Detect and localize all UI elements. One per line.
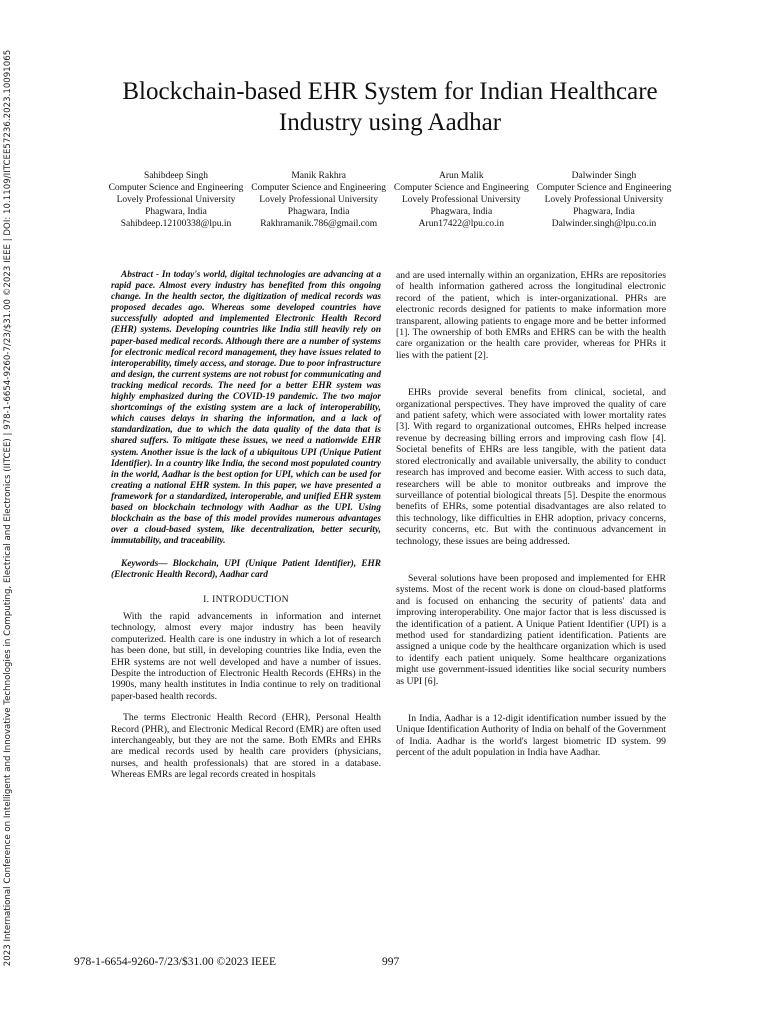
author-email[interactable]: Rakhramanik.786@gmail.com [260,219,378,229]
section-heading: I. INTRODUCTION [203,593,289,605]
author-location: Phagwara, India [145,207,207,217]
author-location: Phagwara, India [573,207,635,217]
author-location: Phagwara, India [287,207,350,217]
paragraph: EHRs provide several benefits from clinical, societal, and organizational perspectives. They have improved the quality of care and patient safety, which were associated with lower mortality rates [3]. With regard to organizational outcomes, EHRs helped increase revenue by decreasing billing errors and improving cash flow [4]. Societal benefits of EHRs are less tangible, with the patient data stored electronically and available universally, the ability to conduct research has improved and become easier. With access to such data, researchers will be able to monitor outbreaks and improve the surveillance of potential biological threats [5]. Despite the enormous benefits of EHRs, some potential disadvantages are also related to this technology, like difficulties in EHR adoption, privacy concerns, security concerns, etc. But with the continuous advancement in technology, these issues are being addressed. [396,387,666,547]
author-dept: Computer Science and Engineering [108,183,244,193]
author-org: Lovely Professional University [544,195,664,205]
author-email[interactable]: Sahibdeep.12100338@lpu.in [120,219,232,229]
author-location: Phagwara, India [430,207,493,217]
author-org: Lovely Professional University [259,195,379,205]
abstract: Abstract - In today's world, digital technologies are advancing at a rapid pace. Almost every industry has benefited from this ongoing change. In the health sector, the digitization of medical records was proposed decades ago. Whereas some developed countries have successfully adopted and implemented Electronic Health Record (EHR) systems. Developing countries like India still heavily rely on paper-based medical records. Although there are a number of systems for electronic medical record management, they have issues related to interoperability, timely access, and storage. Due to poor infrastructure and design, the current systems are not robust for communicating and tracking medical records. The need for a better EHR system was highly emphasized during the COVID-19 pandemic. The two major shortcomings of the existing system are a lack of interoperability, which causes delays in sharing the information, and a lack of standardization, due to which the data quality of the data that is shared suffers. To mitigate these issues, we need a nationwide EHR system. Another issue is the lack of a ubiquitous UPI (Unique Patient Identifier). In a country like India, the second most populated country in the world, Aadhar is the best option for UPI, which can be used for creating a national EHR system. In this paper, we have presented a framework for a standardized, interoperable, and unified EHR system based on blockchain technology with Aadhar as the UPI. Using blockchain as the base of this model provides numerous advantages over a cloud-based system, like decentralization, better security, immutability, and traceability. [111,270,381,547]
author-dept: Computer Science and Engineering [536,183,672,193]
paragraph: In India, Aadhar is a 12-digit identification number issued by the Unique Identification Authority of India on behalf of the Government of India. Aadhar is the world's largest biometric ID system. 99 percent of the adult population in India have Aadhar. [396,713,666,759]
author-4 [534,170,674,230]
author-name: Manik Rakhra [291,171,346,181]
paragraph: The terms Electronic Health Record (EHR), Personal Health Record (PHR), and Electronic Medical Record (EMR) are often used interchangeably, but they are not the same. Both EMRs and EHRs are medical records used by health care providers (physicians, nurses, and health professionals) that are stored in a database. Whereas EMRs are legal records created in hospitals [111,712,381,781]
author-3 [391,170,531,230]
doi-sidebar-text: 2023 International Conference on Intelligent and Innovative Technologies in Computing, Electrical and Electronics (IITCEE) | 978-1-6654-9260-7/23/$31.00 ©2023 IEEE | DOI: 10.1109/IITCEE57236.2023.10091065 [3,49,13,967]
left-column [111,270,381,791]
paragraph: With the rapid advancements in information and internet technology, almost every major industry has been heavily computerized. Health care is one industry in which a lot of research has been done, but still, in developing countries like India, even the EHR systems are not well developed and have a number of issues. Despite the introduction of Electronic Health Records (EHRs) in the 1990s, many health institutes in India continue to rely on traditional paper-based health records. [111,610,381,702]
author-dept: Computer Science and Engineering [393,183,529,193]
author-email[interactable]: Dalwinder.singh@lpu.co.in [551,219,657,229]
author-block [106,170,674,230]
author-dept: Computer Science and Engineering [251,183,387,193]
footer-copyright: 978-1-6654-9260-7/23/$31.00 ©2023 IEEE [74,956,276,968]
author-org: Lovely Professional University [401,195,521,205]
page-number: 997 [382,956,400,968]
paper-title: Blockchain-based EHR System for Indian Healthcare Industry using Aadhar [122,78,658,136]
author-org: Lovely Professional University [116,195,236,205]
doi-sidebar [0,8,16,1008]
author-name: Dalwinder Singh [571,171,637,181]
author-name: Arun Malik [439,171,484,181]
author-email[interactable]: Arun17422@lpu.co.in [418,219,504,229]
keywords: Keywords— Blockchain, UPI (Unique Patient Identifier), EHR (Electronic Health Record), Aadhar card [111,559,381,581]
author-name: Sahibdeep Singh [143,171,209,181]
author-2 [249,170,389,230]
paragraph: Several solutions have been proposed and implemented for EHR systems. Most of the recent work is done on cloud-based platforms and is focused on enhancing the security of patients' data and improving interoperability. One major factor that is less discussed is the identification of a patient. A Unique Patient Identifier (UPI) is a method used for standardizing patient identification. Patients are assigned a unique code by the healthcare organization which is used to identify each patient uniquely. Some healthcare organizations might use government-issued identities like social security numbers as UPI [6]. [396,572,666,687]
paragraph: and are used internally within an organization, EHRs are repositories of health information gathered across the longitudinal electronic record of the patient, which is inter-organizational. PHRs are electronic records designed for patients to make information more transparent, allowing patients to engage more and be better informed [1]. The ownership of both EMRs and EHRS can be with the health care organization or the health care provider, whereas for PHRs it lies with the patient [2]. [396,270,666,361]
right-column [396,270,666,769]
author-1 [106,170,246,230]
